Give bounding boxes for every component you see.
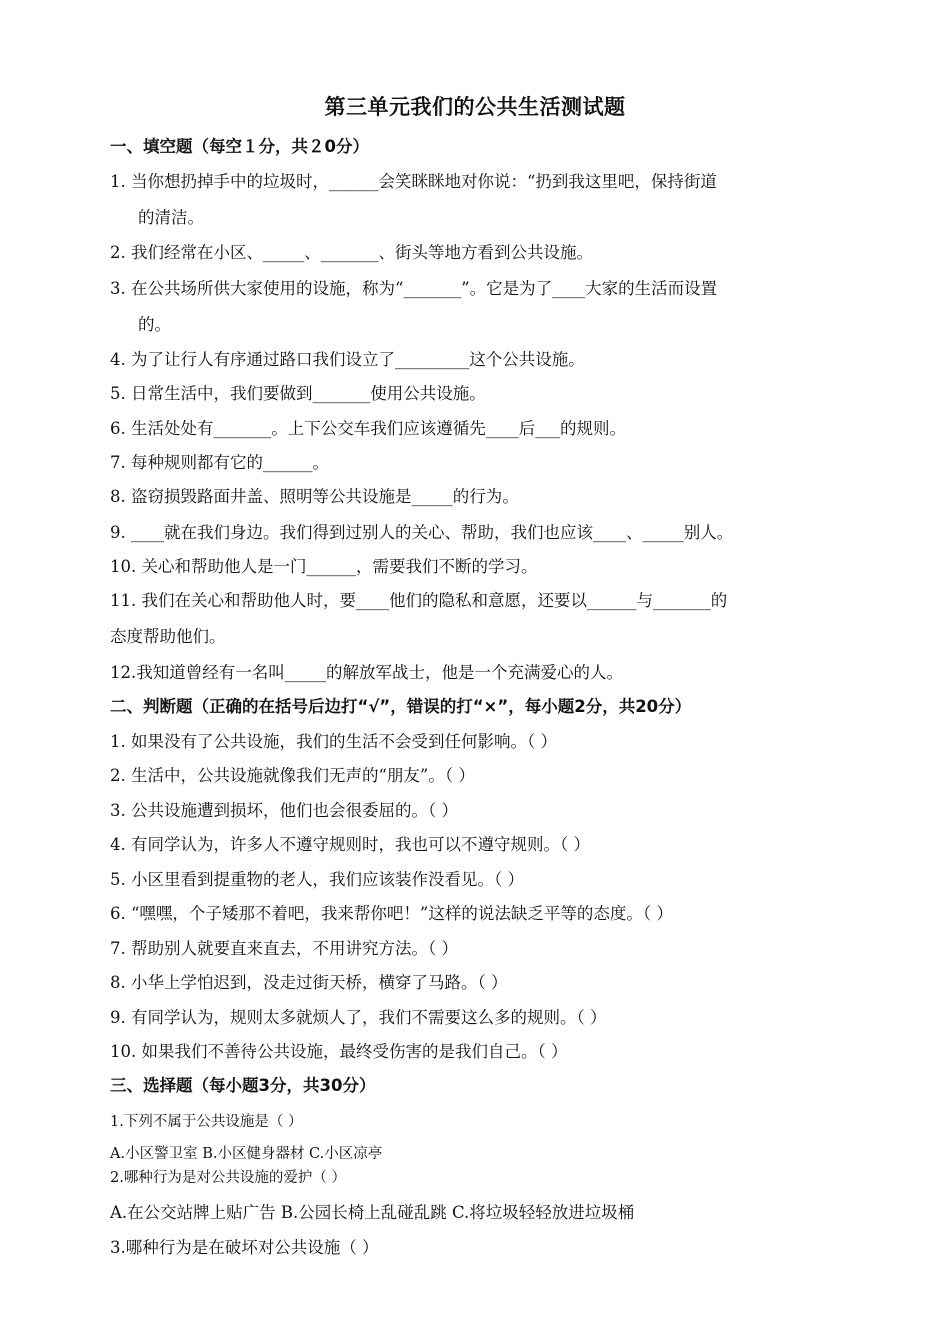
question-text: 10. 如果我们不善待公共设施，最终受伤害的是我们自己。（ ） <box>110 1042 568 1061</box>
question-text: 2. 生活中，公共设施就像我们无声的“朋友”。（ ） <box>110 766 475 785</box>
question-text: 9. 有同学认为，规则太多就烦人了，我们不需要这么多的规则。（ ） <box>110 1008 607 1027</box>
answer-options: A.小区警卫室 B.小区健身器材 C.小区凉亭 <box>110 1146 383 1162</box>
question-text: 6. “嘿嘿，个子矮那不着吧，我来帮你吧！”这样的说法缺乏平等的态度。（ ） <box>110 904 673 923</box>
question-text-continued: 态度帮助他们。 <box>110 627 226 646</box>
question-text: 2.哪种行为是对公共设施的爱护（ ） <box>110 1170 346 1186</box>
question-text: 3. 公共设施遭到损坏，他们也会很委屈的。（ ） <box>110 801 458 820</box>
question-text: 5. 日常生活中，我们要做到_______使用公共设施。 <box>110 384 486 403</box>
question-text: 6. 生活处处有_______。上下公交车我们应该遵循先____后___的规则。 <box>110 419 626 438</box>
question-text: 1.下列不属于公共设施是（ ） <box>110 1114 303 1130</box>
question-text: 4. 为了让行人有序通过路口我们设立了_________这个公共设施。 <box>110 350 585 369</box>
question-text: 10. 关心和帮助他人是一门______，需要我们不断的学习。 <box>110 557 538 576</box>
question-text: 8. 小华上学怕迟到，没走过街天桥，横穿了马路。（ ） <box>110 973 508 992</box>
question-text: 1. 当你想扔掉手中的垃圾时，______会笑眯眯地对你说：“扔到我这里吧，保持街道 <box>110 172 717 191</box>
answer-options: A.在公交站牌上贴广告 B.公园长椅上乱碰乱跳 C.将垃圾轻轻放进垃圾桶 <box>110 1203 635 1222</box>
page-title: 第三单元我们的公共生活测试题 <box>324 95 626 119</box>
question-text: 7. 帮助别人就要直来直去，不用讲究方法。（ ） <box>110 939 458 958</box>
section-heading-fill-blank: 一、填空题（每空１分，共２0分） <box>110 137 369 156</box>
question-text-continued: 的清洁。 <box>138 208 204 227</box>
question-text: 9. ____就在我们身边。我们得到过别人的关心、帮助，我们也应该____、_____别人。 <box>110 523 734 542</box>
question-text: 11. 我们在关心和帮助他人时，要____他们的隐私和意愿，还要以______与_______的 <box>110 591 728 610</box>
question-text: 3.哪种行为是在破坏对公共设施（ ） <box>110 1238 379 1257</box>
question-text: 12.我知道曾经有一名叫_____的解放军战士，他是一个充满爱心的人。 <box>110 663 623 682</box>
question-text: 3. 在公共场所供大家使用的设施，称为“_______”。它是为了____大家的生活而设置 <box>110 279 718 298</box>
question-text: 8. 盗窃损毁路面井盖、照明等公共设施是_____的行为。 <box>110 487 519 506</box>
question-text: 2. 我们经常在小区、_____、_______、街头等地方看到公共设施。 <box>110 243 593 262</box>
question-text: 7. 每种规则都有它的______。 <box>110 453 329 472</box>
section-heading-true-false: 二、判断题（正确的在括号后边打“√”，错误的打“×”，每小题2分，共20分） <box>110 697 692 716</box>
question-text: 4. 有同学认为，许多人不遵守规则时，我也可以不遵守规则。（ ） <box>110 835 590 854</box>
section-heading-multiple-choice: 三、选择题（每小题3分，共30分） <box>110 1076 376 1095</box>
question-text-continued: 的。 <box>138 315 171 334</box>
question-text: 1. 如果没有了公共设施，我们的生活不会受到任何影响。（ ） <box>110 732 557 751</box>
question-text: 5. 小区里看到提重物的老人，我们应该装作没看见。（ ） <box>110 870 524 889</box>
